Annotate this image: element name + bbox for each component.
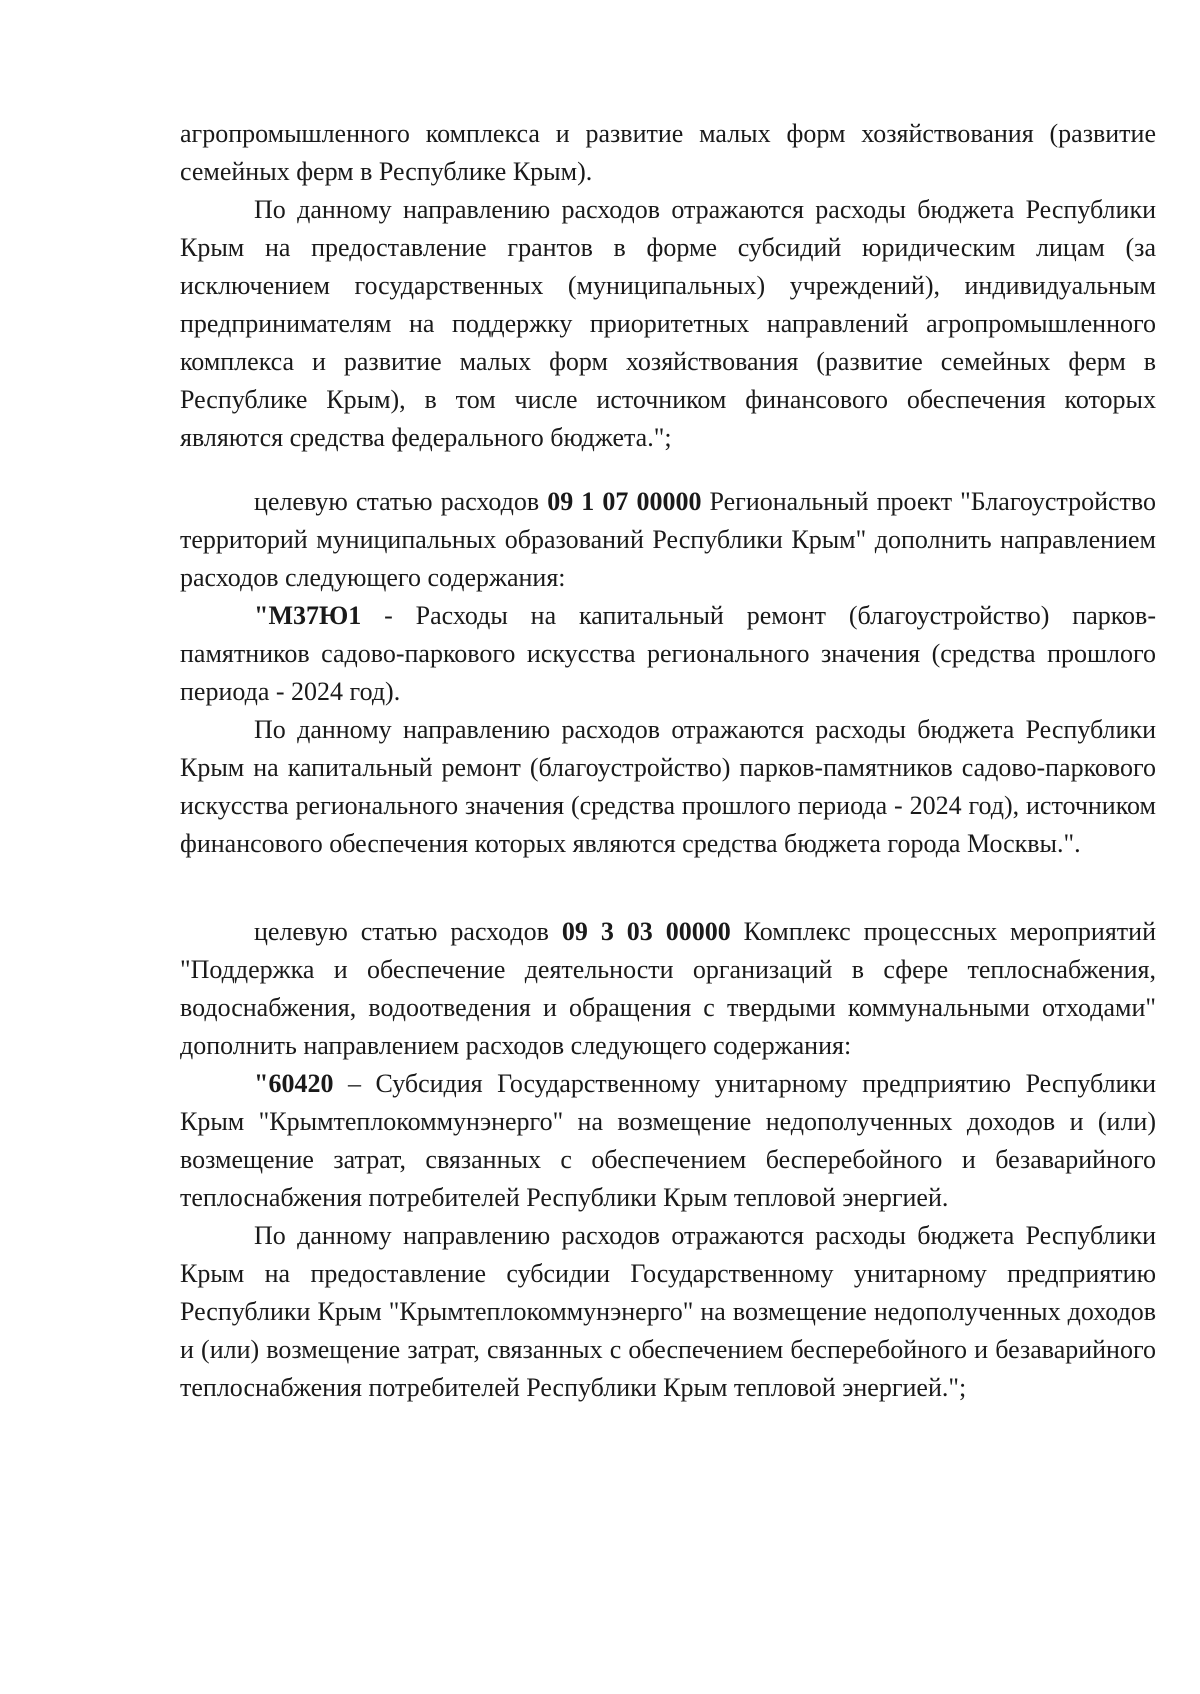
- section-target-article-09-3-03: [180, 913, 1156, 1407]
- section-target-article-09-1-07: [180, 483, 1156, 863]
- target-article-intro: [180, 483, 1156, 597]
- expense-direction-item: [180, 1065, 1156, 1217]
- expense-description-paragraph: По данному направлению расходов отражаются расходы бюджета Республики Крым на капитальный ремонт (благоустройство) парков-памятников садово-паркового искусства регионального значения (средства прошлого периода - 2024 год), источником финансового обеспечения которых являются средства бюджета города Москвы.".: [180, 715, 1156, 858]
- target-article-intro: [180, 913, 1156, 1065]
- item-open-quote: ": [254, 601, 269, 630]
- target-article-code: 09 1 07 00000: [547, 487, 702, 516]
- expense-direction-item: [180, 597, 1156, 711]
- intro-prefix: целевую статью расходов: [254, 917, 562, 946]
- intro-suffix: Комплекс процессных мероприятий "Поддержка и обеспечение деятельности организаций в сфере теплоснабжения, водоснабжения, водоотведения и обращения с твердыми коммунальными отходами" дополнить направлением расходов следующего содержания:: [180, 917, 1156, 1060]
- section-family-farms: [180, 115, 1156, 457]
- expense-direction-code: 60420: [268, 1069, 334, 1098]
- intro-prefix: целевую статью расходов: [254, 487, 548, 516]
- expense-direction-code: М37Ю1: [268, 601, 362, 630]
- expense-direction-text: – Субсидия Государственному унитарному предприятию Республики Крым "Крымтеплокоммунэнерго" на возмещение недополученных доходов и (или) возмещение затрат, связанных с обеспечением бесперебойного и безаварийного теплоснабжения потребителей Республики Крым тепловой энергией.: [180, 1069, 1156, 1212]
- expense-description-paragraph: По данному направлению расходов отражаются расходы бюджета Республики Крым на предоставление субсидии Государственному унитарному предприятию Республики Крым "Крымтеплокоммунэнерго" на возмещение недополученных доходов и (или) возмещение затрат, связанных с обеспечением бесперебойного и безаварийного теплоснабжения потребителей Республики Крым тепловой энергией.";: [180, 1221, 1156, 1402]
- expense-description-paragraph: По данному направлению расходов отражаются расходы бюджета Республики Крым на предоставление грантов в форме субсидий юридическим лицам (за исключением государственных (муниципальных) учреждений), индивидуальным предпринимателям на поддержку приоритетных направлений агропромышленного комплекса и развитие малых форм хозяйствования (развитие семейных ферм в Республике Крым), в том числе источником финансового обеспечения которых являются средства федерального бюджета.";: [180, 195, 1156, 452]
- continued-paragraph: агропромышленного комплекса и развитие малых форм хозяйствования (развитие семейных ферм в Республике Крым).: [180, 119, 1156, 186]
- item-open-quote: ": [254, 1069, 269, 1098]
- expense-direction-text: - Расходы на капитальный ремонт (благоустройство) парков-памятников садово-паркового искусства регионального значения (средства прошлого периода - 2024 год).: [180, 601, 1156, 706]
- intro-suffix: Региональный проект "Благоустройство территорий муниципальных образований Республики Крым" дополнить направлением расходов следующего содержания:: [180, 487, 1157, 592]
- target-article-code: 09 3 03 00000: [561, 917, 731, 946]
